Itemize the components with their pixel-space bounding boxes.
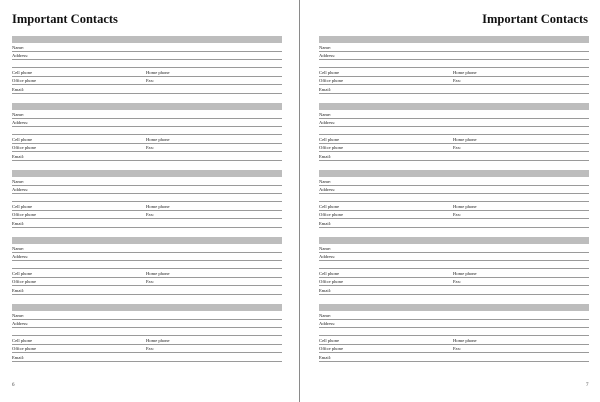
office-phone-label: Office phone	[319, 279, 344, 284]
fax-label: Fax:	[453, 279, 462, 284]
cell-phone-label: Cell phone	[319, 271, 340, 276]
office-phone-label: Office phone	[12, 78, 37, 83]
email-label: Email:	[12, 288, 25, 293]
address-line-2	[12, 268, 282, 269]
address-label: Address:	[12, 120, 29, 125]
cell-phone-line	[12, 277, 282, 278]
fax-label: Fax:	[453, 145, 462, 150]
left-page	[0, 0, 299, 402]
home-phone-label: Home phone	[146, 137, 170, 142]
home-phone-label: Home phone	[453, 271, 477, 276]
address-label: Address:	[319, 120, 336, 125]
page-title: Important Contacts	[482, 12, 588, 26]
cell-phone-line	[319, 210, 589, 211]
address-line	[12, 260, 282, 261]
home-phone-label: Home phone	[453, 338, 477, 343]
office-phone-line	[12, 285, 282, 286]
entry-header-bar	[319, 36, 589, 43]
office-phone-label: Office phone	[12, 145, 37, 150]
contact-entry	[319, 103, 589, 163]
address-label: Address:	[12, 187, 29, 192]
address-line	[12, 126, 282, 127]
cell-phone-label: Cell phone	[319, 338, 340, 343]
address-line	[319, 260, 589, 261]
address-line-2	[12, 134, 282, 135]
cell-phone-line	[12, 344, 282, 345]
home-phone-label: Home phone	[453, 204, 477, 209]
office-phone-label: Office phone	[319, 145, 344, 150]
page-number: 7	[586, 383, 589, 388]
contact-entry	[319, 170, 589, 230]
address-label: Address:	[319, 254, 336, 259]
contact-entry	[319, 36, 589, 96]
address-line	[319, 59, 589, 60]
home-phone-label: Home phone	[453, 70, 477, 75]
cell-phone-label: Cell phone	[12, 137, 33, 142]
email-label: Email:	[12, 87, 25, 92]
entry-header-bar	[12, 103, 282, 110]
name-line	[12, 319, 282, 320]
entry-header-bar	[12, 170, 282, 177]
name-label: Name:	[12, 45, 25, 50]
office-phone-line	[12, 218, 282, 219]
name-label: Name:	[319, 246, 332, 251]
office-phone-line	[319, 218, 589, 219]
entry-header-bar	[319, 237, 589, 244]
cell-phone-line	[319, 143, 589, 144]
office-phone-label: Office phone	[12, 279, 37, 284]
office-phone-label: Office phone	[12, 346, 37, 351]
office-phone-line	[12, 352, 282, 353]
email-label: Email:	[12, 221, 25, 226]
entry-header-bar	[12, 36, 282, 43]
name-line	[12, 118, 282, 119]
office-phone-line	[319, 151, 589, 152]
name-label: Name:	[319, 179, 332, 184]
office-phone-line	[319, 84, 589, 85]
address-line	[12, 327, 282, 328]
address-label: Address:	[12, 53, 29, 58]
office-phone-label: Office phone	[319, 212, 344, 217]
email-label: Email:	[319, 355, 332, 360]
address-line	[319, 327, 589, 328]
fax-label: Fax:	[146, 212, 155, 217]
email-label: Email:	[12, 154, 25, 159]
home-phone-label: Home phone	[146, 70, 170, 75]
address-line-2	[319, 335, 589, 336]
cell-phone-label: Cell phone	[12, 70, 33, 75]
home-phone-label: Home phone	[146, 338, 170, 343]
fax-label: Fax:	[453, 78, 462, 83]
contact-entry	[12, 103, 282, 163]
fax-label: Fax:	[146, 346, 155, 351]
email-line	[319, 294, 589, 295]
email-label: Email:	[12, 355, 25, 360]
email-line	[12, 294, 282, 295]
address-line	[319, 126, 589, 127]
address-line	[12, 193, 282, 194]
name-line	[12, 51, 282, 52]
address-line	[319, 193, 589, 194]
address-line	[12, 59, 282, 60]
entry-header-bar	[12, 304, 282, 311]
address-line-2	[319, 67, 589, 68]
address-label: Address:	[12, 321, 29, 326]
name-label: Name:	[319, 313, 332, 318]
cell-phone-line	[12, 143, 282, 144]
name-line	[12, 185, 282, 186]
name-line	[12, 252, 282, 253]
contact-entry	[319, 304, 589, 364]
address-line-2	[319, 268, 589, 269]
fax-label: Fax:	[453, 212, 462, 217]
contact-entry	[12, 304, 282, 364]
email-label: Email:	[319, 154, 332, 159]
name-label: Name:	[319, 112, 332, 117]
name-line	[319, 252, 589, 253]
name-line	[319, 319, 589, 320]
office-phone-label: Office phone	[319, 78, 344, 83]
entry-header-bar	[12, 237, 282, 244]
address-line-2	[12, 67, 282, 68]
office-phone-line	[319, 285, 589, 286]
email-line	[12, 361, 282, 362]
entry-header-bar	[319, 103, 589, 110]
email-label: Email:	[319, 87, 332, 92]
cell-phone-line	[12, 76, 282, 77]
name-line	[319, 118, 589, 119]
fax-label: Fax:	[146, 78, 155, 83]
office-phone-line	[12, 151, 282, 152]
cell-phone-label: Cell phone	[319, 70, 340, 75]
name-line	[319, 185, 589, 186]
cell-phone-label: Cell phone	[12, 338, 33, 343]
entry-header-bar	[319, 304, 589, 311]
contact-entry	[12, 237, 282, 297]
office-phone-label: Office phone	[12, 212, 37, 217]
email-label: Email:	[319, 221, 332, 226]
page-number: 6	[12, 383, 15, 388]
email-line	[319, 227, 589, 228]
cell-phone-line	[319, 344, 589, 345]
cell-phone-label: Cell phone	[319, 204, 340, 209]
address-line-2	[319, 201, 589, 202]
address-label: Address:	[12, 254, 29, 259]
cell-phone-label: Cell phone	[319, 137, 340, 142]
name-line	[319, 51, 589, 52]
name-label: Name:	[12, 313, 25, 318]
address-line-2	[12, 201, 282, 202]
email-line	[12, 227, 282, 228]
contact-entry	[319, 237, 589, 297]
address-line-2	[319, 134, 589, 135]
fax-label: Fax:	[146, 145, 155, 150]
email-line	[12, 160, 282, 161]
name-label: Name:	[12, 112, 25, 117]
home-phone-label: Home phone	[146, 204, 170, 209]
address-label: Address:	[319, 187, 336, 192]
email-line	[319, 160, 589, 161]
entry-header-bar	[319, 170, 589, 177]
office-phone-line	[12, 84, 282, 85]
address-line-2	[12, 335, 282, 336]
email-line	[319, 93, 589, 94]
name-label: Name:	[12, 246, 25, 251]
contact-entry	[12, 36, 282, 96]
page-title: Important Contacts	[12, 12, 118, 26]
home-phone-label: Home phone	[453, 137, 477, 142]
cell-phone-line	[319, 277, 589, 278]
name-label: Name:	[12, 179, 25, 184]
email-line	[12, 93, 282, 94]
fax-label: Fax:	[146, 279, 155, 284]
right-page	[301, 0, 600, 402]
name-label: Name:	[319, 45, 332, 50]
email-label: Email:	[319, 288, 332, 293]
email-line	[319, 361, 589, 362]
fax-label: Fax:	[453, 346, 462, 351]
page-gutter	[299, 0, 300, 402]
cell-phone-line	[319, 76, 589, 77]
cell-phone-line	[12, 210, 282, 211]
address-label: Address:	[319, 321, 336, 326]
office-phone-label: Office phone	[319, 346, 344, 351]
address-label: Address:	[319, 53, 336, 58]
cell-phone-label: Cell phone	[12, 204, 33, 209]
contact-entry	[12, 170, 282, 230]
cell-phone-label: Cell phone	[12, 271, 33, 276]
home-phone-label: Home phone	[146, 271, 170, 276]
office-phone-line	[319, 352, 589, 353]
